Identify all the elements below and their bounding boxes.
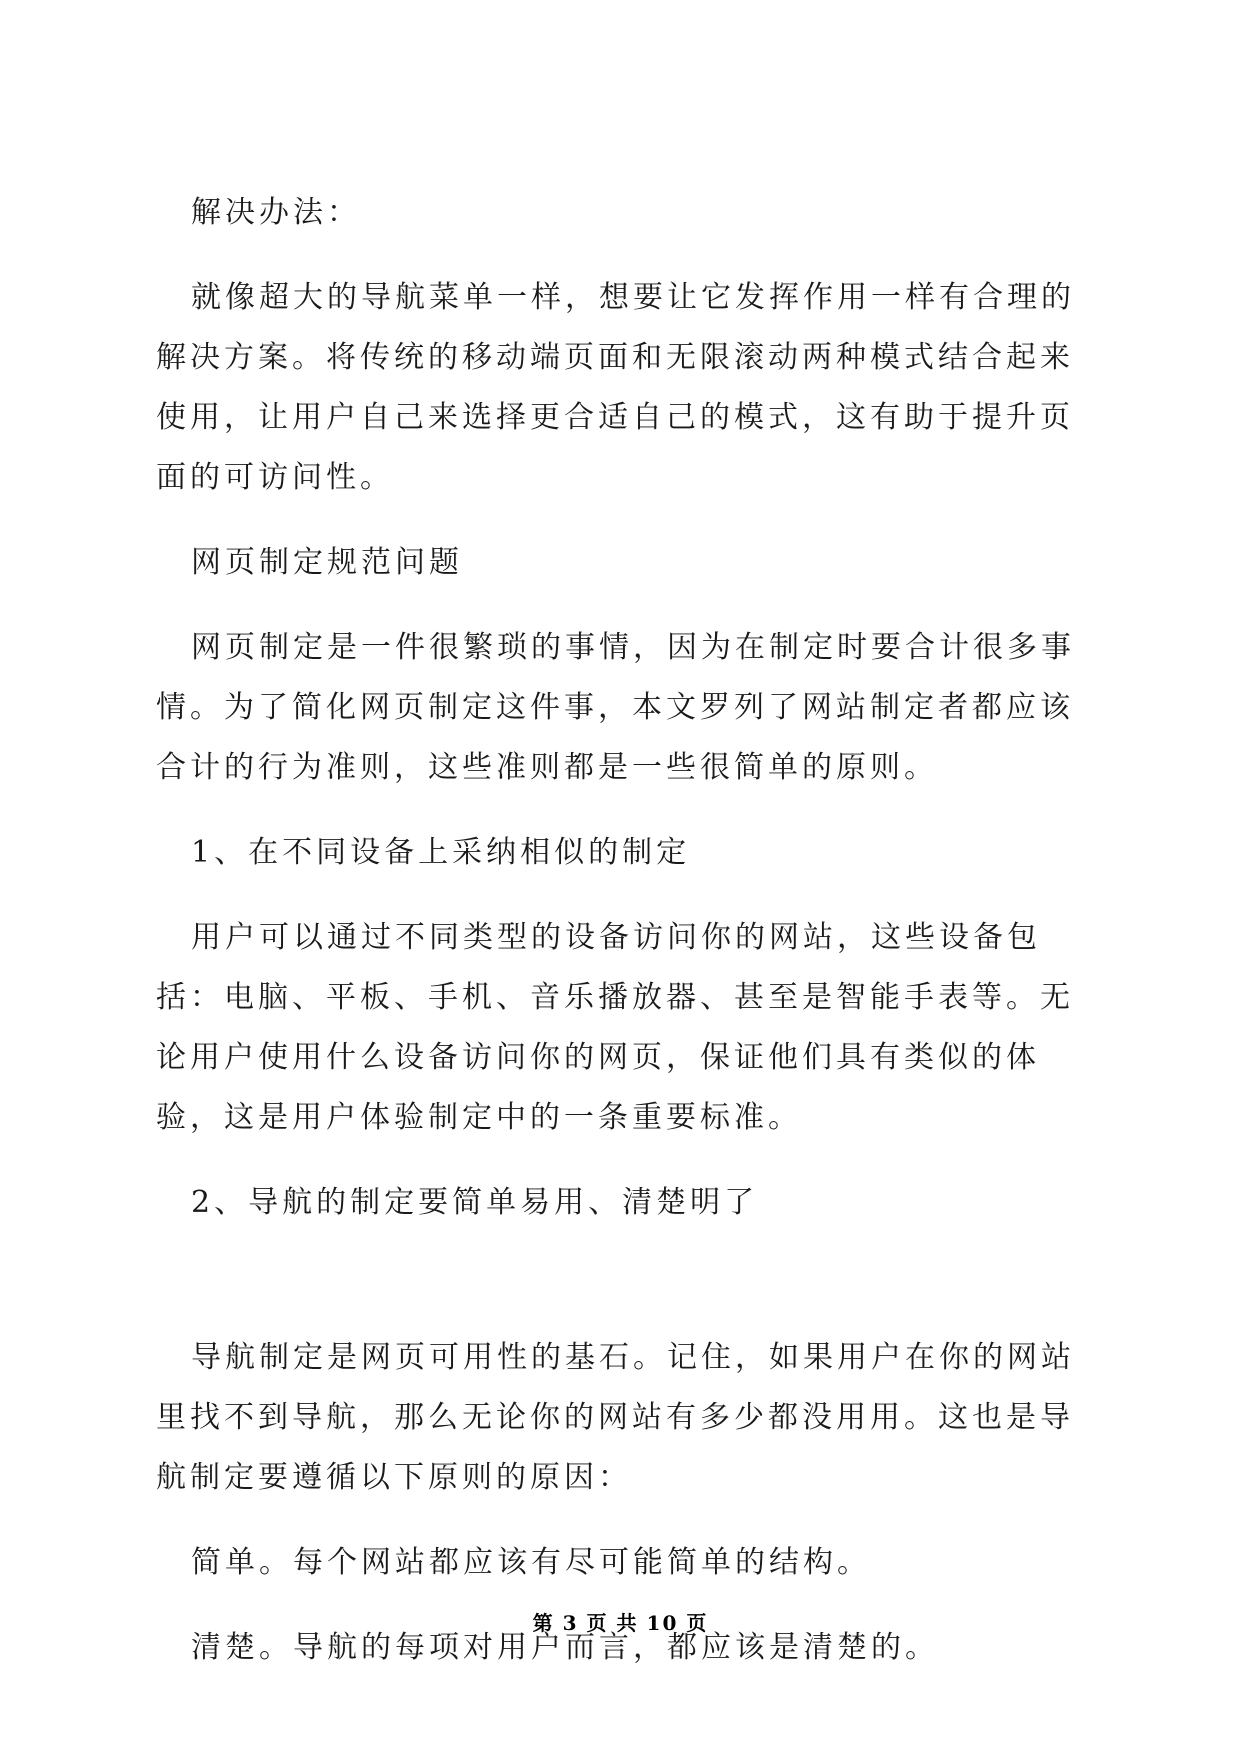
footer-prefix: 第 <box>532 1611 555 1635</box>
paragraph-gap <box>156 1258 1096 1328</box>
page-footer <box>0 1607 1241 1636</box>
footer-total-label: 共 <box>616 1611 639 1635</box>
paragraph-rule-1-body: 用户可以通过不同类型的设备访问你的网站，这些设备包括：电脑、平板、手机、音乐播放器、甚至是智能手表等。无论用户使用什么设备访问你的网页，保证他们具有类似的体验，这是用户体验制定中的一条重要标准。 <box>156 920 1074 1135</box>
paragraph-solution-body: 就像超大的导航菜单一样，想要让它发挥作用一样有合理的解决方案。将传统的移动端页面和无限滚动两种模式结合起来使用，让用户自己来选择更合适自己的模式，这有助于提升页面的可访问性。 <box>156 280 1075 495</box>
footer-current-page: 3 <box>562 1611 579 1635</box>
paragraph-section-heading: 网页制定规范问题 <box>191 545 463 580</box>
paragraph-simple: 简单。每个网站都应该有尽可能简单的结构。 <box>191 1545 871 1580</box>
document-body <box>156 183 1096 1703</box>
footer-page-label: 页 <box>586 1611 609 1635</box>
paragraph-solution-heading: 解决办法： <box>191 195 361 230</box>
footer-page-end-label: 页 <box>686 1611 709 1635</box>
footer-total-pages: 10 <box>646 1611 679 1635</box>
paragraph-clear: 清楚。导航的每项对用户而言，都应该是清楚的。 <box>191 1630 939 1665</box>
paragraph-rule-2-heading: 2、导航的制定要简单易用、清楚明了 <box>191 1185 759 1220</box>
paragraph-intro: 网页制定是一件很繁琐的事情，因为在制定时要合计很多事情。为了简化网页制定这件事，本文罗列了网站制定者都应该合计的行为准则，这些准则都是一些很简单的原则。 <box>156 630 1075 785</box>
paragraph-rule-1-heading: 1、在不同设备上采纳相似的制定 <box>191 835 691 870</box>
paragraph-rule-2-body: 导航制定是网页可用性的基石。记住，如果用户在你的网站里找不到导航，那么无论你的网站有多少都没用用。这也是导航制定要遵循以下原则的原因： <box>156 1340 1075 1495</box>
